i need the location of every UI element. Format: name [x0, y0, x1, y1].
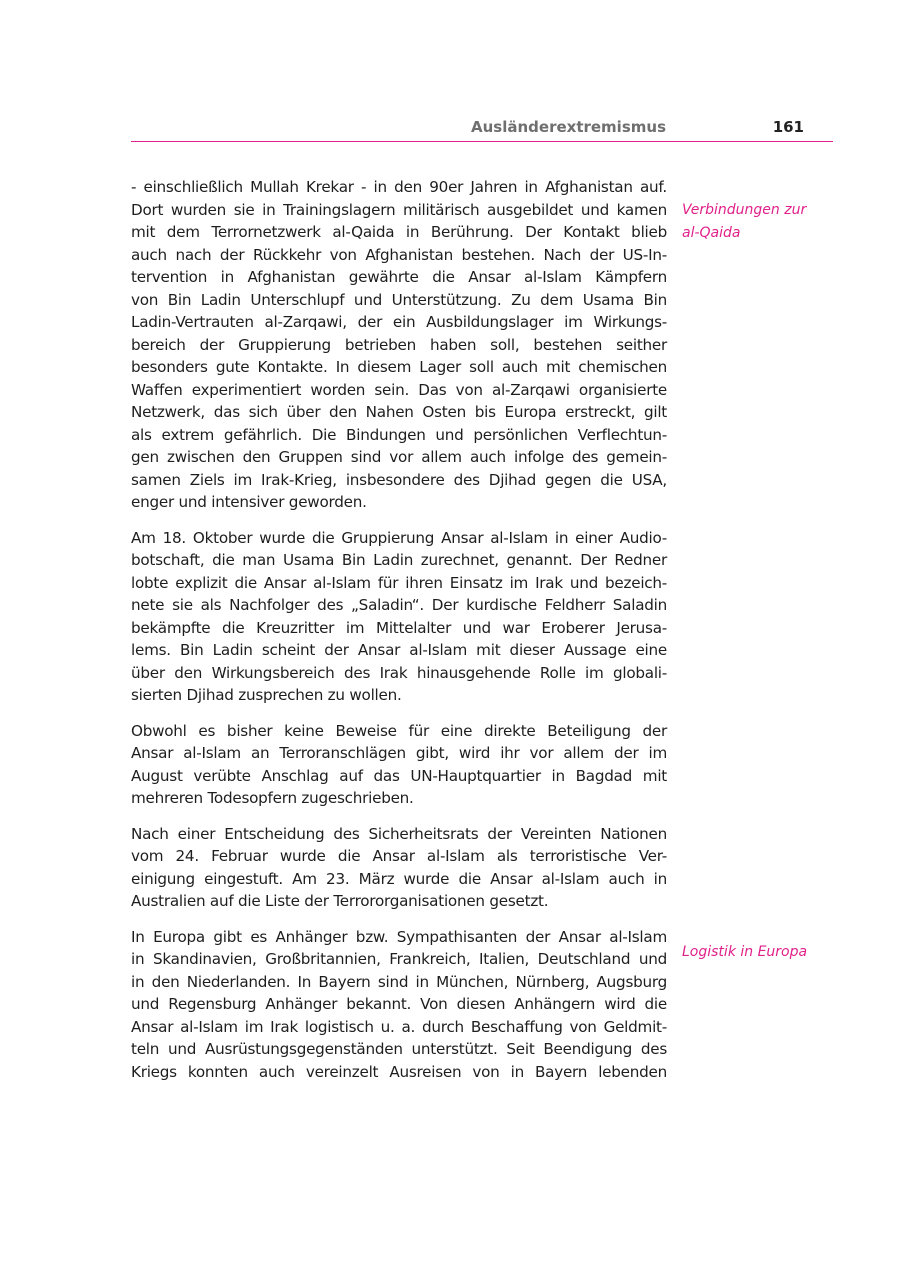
text-line: in Skandinavien, Großbritannien, Frankreich, Italien, Deutschland und [131, 950, 667, 968]
text-line: nete sie als Nachfolger des „Saladin“. Der kurdische Feldherr Saladin [131, 596, 667, 614]
text-line: sierten Djihad zusprechen zu wollen. [131, 686, 402, 704]
body-text [131, 176, 667, 1096]
text-line: von Bin Ladin Unterschlupf und Unterstützung. Zu dem Usama Bin [131, 290, 667, 309]
text-line: enger und intensiver geworden. [131, 493, 367, 511]
header-divider [131, 141, 833, 142]
paragraph-1 [131, 176, 667, 514]
text-line: Am 18. Oktober wurde die Gruppierung Ansar al-Islam in einer Audio- [131, 528, 667, 547]
text-line: gen zwischen den Gruppen sind vor allem auch infolge des gemein- [131, 448, 667, 466]
paragraph-3 [131, 720, 667, 810]
text-line: lobte explizit die Ansar al-Islam für ihren Einsatz im Irak und bezeich- [131, 573, 667, 592]
text-line: als extrem gefährlich. Die Bindungen und persönlichen Verflechtun- [131, 425, 667, 444]
text-line: Dort wurden sie in Trainingslagern militärisch ausgebildet und kamen [131, 200, 667, 219]
page-number: 161 [772, 118, 804, 136]
margin-note-line: Logistik in Europa [682, 944, 808, 960]
text-line: mehreren Todesopfern zugeschrieben. [131, 789, 414, 807]
text-line: Netzwerk, das sich über den Nahen Osten bis Europa erstreckt, gilt [131, 403, 667, 421]
text-line: Australien auf die Liste der Terrororganisationen gesetzt. [131, 892, 549, 910]
text-line: bekämpfte die Kreuzritter im Mittelalter und war Eroberer Jerusa- [131, 618, 667, 637]
text-line: besonders gute Kontakte. In diesem Lager soll auch mit chemischen [131, 358, 667, 376]
text-line: mit dem Terrornetzwerk al-Qaida in Berührung. Der Kontakt blieb [131, 223, 667, 241]
text-line: Waffen experimentiert worden sein. Das von al-Zarqawi organisierte [131, 380, 667, 399]
text-line: Ladin-Vertrauten al-Zarqawi, der ein Ausbildungslager im Wirkungs- [131, 313, 667, 331]
text-line: Ansar al-Islam an Terroranschlägen gibt, wird ihr vor allem der im [131, 744, 667, 762]
text-line: auch nach der Rückkehr von Afghanistan bestehen. Nach der US-In- [131, 245, 667, 264]
text-line: teln und Ausrüstungsgegenständen unterstützt. Seit Beendigung des [131, 1040, 667, 1058]
text-line: tervention in Afghanistan gewährte die Ansar al-Islam Kämpfern [131, 268, 667, 286]
paragraph-2 [131, 527, 667, 707]
text-line: einigung eingestuft. Am 23. März wurde die Ansar al-Islam auch in [131, 869, 667, 888]
text-line: botschaft, die man Usama Bin Ladin zurechnet, genannt. Der Redner [131, 551, 667, 569]
text-line: in den Niederlanden. In Bayern sind in München, Nürnberg, Augsburg [131, 972, 667, 991]
text-line: samen Ziels im Irak-Krieg, insbesondere des Djihad gegen die USA, [131, 470, 667, 489]
margin-note-line: Verbindungen zur [682, 202, 807, 218]
text-line: Ansar al-Islam im Irak logistisch u. a. durch Beschaffung von Geldmit- [131, 1017, 667, 1036]
text-line: vom 24. Februar wurde die Ansar al-Islam als terroristische Ver- [131, 847, 667, 865]
text-line: In Europa gibt es Anhänger bzw. Sympathisanten der Ansar al-Islam [131, 927, 667, 946]
text-line: über den Wirkungsbereich des Irak hinausgehende Rolle im globali- [131, 663, 667, 682]
text-line: - einschließlich Mullah Krekar - in den 90er Jahren in Afghanistan auf. [131, 178, 667, 196]
text-line: bereich der Gruppierung betrieben haben soll, bestehen seither [131, 335, 667, 354]
text-line: und Regensburg Anhänger bekannt. Von diesen Anhängern wird die [131, 995, 667, 1013]
running-header-title: Ausländerextremismus [471, 118, 666, 136]
margin-note-line: al-Qaida [682, 224, 741, 241]
text-line: Kriegs konnten auch vereinzelt Ausreisen von in Bayern lebenden [131, 1062, 667, 1081]
text-line: August verübte Anschlag auf das UN-Hauptquartier in Bagdad mit [131, 766, 667, 785]
paragraph-4 [131, 823, 667, 913]
margin-note-verbindungen [682, 199, 832, 244]
paragraph-5 [131, 926, 667, 1084]
text-line: lems. Bin Ladin scheint der Ansar al-Islam mit dieser Aussage eine [131, 641, 667, 659]
margin-note-logistik [682, 941, 832, 964]
text-line: Nach einer Entscheidung des Sicherheitsrats der Vereinten Nationen [131, 824, 667, 843]
text-line: Obwohl es bisher keine Beweise für eine direkte Beteiligung der [131, 721, 667, 740]
